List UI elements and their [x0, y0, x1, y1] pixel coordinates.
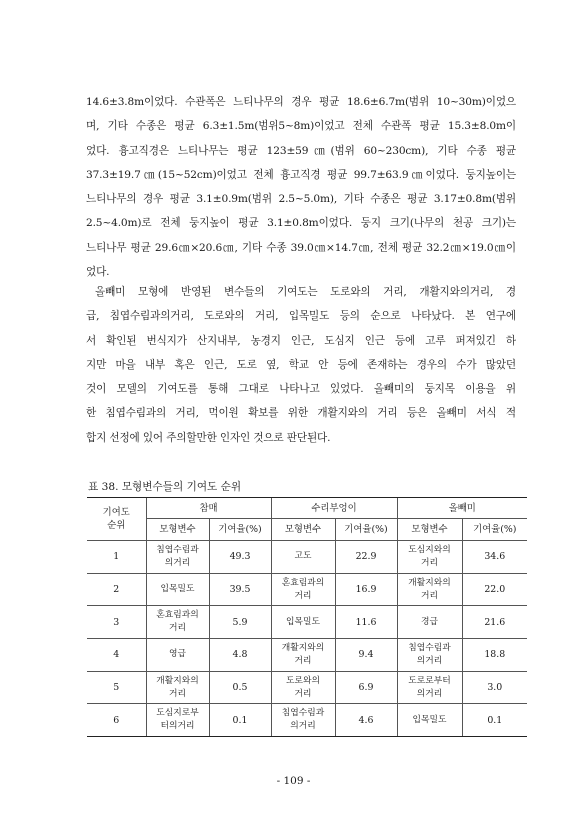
sub-header-rate: 기여율(%): [335, 519, 397, 541]
variable-text: 의거리: [164, 557, 191, 568]
variable-cell: [146, 671, 209, 704]
variable-text: 도심지와의: [408, 544, 451, 555]
text-line: 한 침엽수림과의 거리, 먹이원 확보를 위한 개활지와의 거리 등은 올빼미 서식 적: [86, 407, 516, 420]
variable-cell: [271, 639, 335, 672]
rank-cell: 6: [87, 704, 146, 737]
variable-text: 침엽수림과: [408, 642, 451, 653]
text-line: 었다. 흉고직경은 느티나무는 평균 123±59㎝(범위 60~230cm), 기타 수종 평균: [86, 144, 516, 157]
rate-cell: 18.8: [462, 639, 527, 672]
variable-cell: [397, 671, 462, 704]
sub-header-rate: 기여율(%): [462, 519, 527, 541]
rate-cell: 39.5: [209, 573, 271, 606]
variable-cell: [397, 639, 462, 672]
table-row: [87, 704, 527, 737]
text-line: 것이 모델의 기여도를 통해 그대로 나타나고 있었다. 올빼미의 둥지목 이용을 위: [86, 383, 516, 396]
text-line: 37.3±19.7㎝(15~52cm)이었고 전체 흉고직경 평균 99.7±63.9㎝이었다. 둥지높이는: [86, 168, 516, 181]
rate-cell: 22.0: [462, 573, 527, 606]
variable-text: 거리: [294, 590, 312, 601]
table-row: [87, 573, 527, 606]
sub-header-rate: 기여율(%): [209, 519, 271, 541]
rank-header: 기여도 순위: [87, 498, 146, 541]
variable-cell: [146, 704, 209, 737]
rate-cell: 0.1: [209, 704, 271, 737]
contribution-table: [87, 497, 527, 737]
sub-header-variable: 모형변수: [397, 519, 462, 541]
variable-text: 터의거리: [160, 721, 195, 732]
variable-text: 도로와의: [286, 675, 320, 686]
group-header-eagle-owl: 수리부엉이: [271, 498, 397, 519]
rate-cell: 4.6: [335, 704, 397, 737]
rate-cell: 5.9: [209, 606, 271, 639]
variable-cell: [146, 639, 209, 672]
variable-cell: [397, 606, 462, 639]
variable-text: 거리: [169, 688, 186, 699]
rank-cell: 2: [87, 573, 146, 606]
variable-cell: [146, 573, 209, 606]
variable-text: 침엽수림과: [281, 708, 325, 719]
variable-text: 고도: [294, 551, 312, 562]
rate-cell: 16.9: [335, 573, 397, 606]
variable-text: 입목밀도: [286, 616, 320, 627]
text-line: 합지 선정에 있어 주의할만한 인자인 것으로 판단된다.: [86, 431, 331, 444]
paragraph-tree-measurements: [86, 90, 516, 284]
variable-text: 거리: [294, 688, 312, 699]
variable-cell: [271, 704, 335, 737]
rate-cell: 6.9: [335, 671, 397, 704]
variable-text: 거리: [294, 655, 312, 666]
rate-cell: 3.0: [462, 671, 527, 704]
variable-text: 거리: [169, 623, 186, 634]
rank-cell: 1: [87, 541, 146, 574]
variable-text: 입목밀도: [160, 584, 195, 595]
page-number: - 109 -: [276, 775, 311, 787]
table-row: [87, 606, 527, 639]
text-line: 느티나무 평균 29.6㎝×20.6㎝, 기타 수종 39.0㎝×14.7㎝, 전체 평균 32.2㎝×19.0㎝이: [86, 241, 516, 254]
rate-cell: 21.6: [462, 606, 527, 639]
variable-text: 경급: [421, 616, 439, 627]
variable-text: 의거리: [416, 655, 443, 666]
variable-text: 거리: [421, 590, 439, 601]
table-caption: 표 38. 모형변수들의 기여도 순위: [88, 481, 242, 493]
rate-cell: 4.8: [209, 639, 271, 672]
variable-text: 영급: [169, 649, 186, 660]
text-line: 서 확인된 번식지가 산지내부, 농경지 인근, 도심지 인근 등에 고루 퍼져있긴 하: [86, 334, 516, 347]
table-row: [87, 541, 527, 574]
variable-cell: [397, 541, 462, 574]
table-row: [87, 671, 527, 704]
variable-cell: [146, 606, 209, 639]
variable-text: 혼효림과의: [156, 610, 199, 621]
rate-cell: 0.1: [462, 704, 527, 737]
text-line: 지만 마을 내부 혹은 인근, 도로 옆, 학교 안 등에 존재하는 경우의 수가 많았던: [86, 358, 516, 371]
text-line: 며, 기타 수종은 평균 6.3±1.5m(범위5~8m)이었고 전체 수관폭 평균 15.3±8.0m이: [86, 120, 516, 133]
variable-text: 의거리: [290, 721, 316, 732]
variable-text: 도심지로부: [156, 708, 199, 719]
group-header-goshawk: 참매: [146, 498, 271, 519]
variable-text: 도로로부터: [408, 675, 451, 686]
variable-text: 개활지와의: [281, 642, 325, 653]
variable-text: 입목밀도: [412, 714, 447, 725]
rank-cell: 3: [87, 606, 146, 639]
variable-text: 거리: [421, 557, 439, 568]
rate-cell: 9.4: [335, 639, 397, 672]
variable-cell: [397, 573, 462, 606]
variable-cell: [271, 541, 335, 574]
rate-cell: 11.6: [335, 606, 397, 639]
text-line: 14.6±3.8m이었다. 수관폭은 느티나무의 경우 평균 18.6±6.7m(범위 10~30m)이었으: [86, 96, 516, 108]
text-line: 었다.: [86, 266, 110, 279]
text-line: 느티나무의 경우 평균 3.1±0.9m(범위 2.5~5.0m), 기타 수종은 평균 3.17±0.8m(범위: [86, 193, 516, 206]
text-line: 급, 침엽수림과의거리, 도로와의 거리, 입목밀도 등의 순으로 나타났다. 본 연구에: [86, 310, 516, 323]
rank-cell: 4: [87, 639, 146, 672]
rate-cell: 22.9: [335, 541, 397, 574]
rate-cell: 0.5: [209, 671, 271, 704]
rate-cell: 49.3: [209, 541, 271, 574]
variable-cell: [271, 606, 335, 639]
variable-text: 침엽수림과: [156, 544, 199, 555]
variable-cell: [271, 573, 335, 606]
text-line: 올빼미 모형에 반영된 변수들의 기여도는 도로와의 거리, 개활지와의거리, 경: [95, 286, 516, 298]
rank-cell: 5: [87, 671, 146, 704]
variable-text: 개활지와의: [408, 577, 451, 588]
variable-cell: [397, 704, 462, 737]
variable-text: 개활지와의: [156, 675, 199, 686]
sub-header-variable: 모형변수: [146, 519, 209, 541]
variable-cell: [146, 541, 209, 574]
variable-text: 혼효림과의: [281, 577, 325, 588]
text-line: 2.5~4.0m)로 전체 둥지높이 평균 3.1±0.8m이었다. 둥지 크기(나무의 천공 크기)는: [86, 217, 516, 230]
sub-header-variable: 모형변수: [271, 519, 335, 541]
group-header-tawny-owl: 올빼미: [397, 498, 527, 519]
table-row: [87, 639, 527, 672]
variable-cell: [271, 671, 335, 704]
paragraph-owl-model: [86, 280, 516, 450]
rate-cell: 34.6: [462, 541, 527, 574]
variable-text: 의거리: [416, 688, 443, 699]
